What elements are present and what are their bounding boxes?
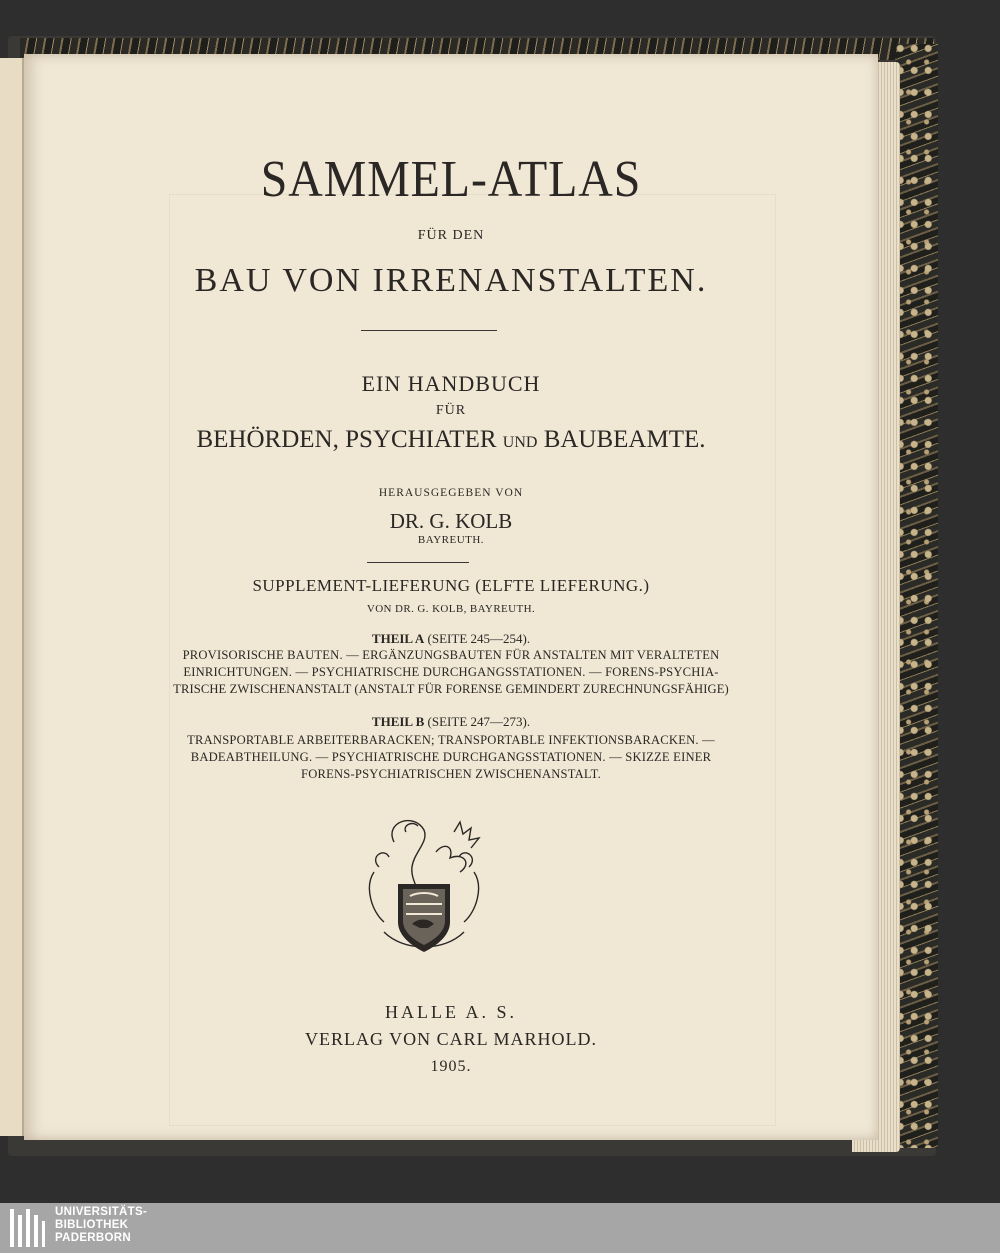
library-name-line3: PADERBORN xyxy=(55,1232,131,1244)
imprint-publisher: VERLAG VON CARL MARHOLD. xyxy=(304,1029,597,1049)
left-page-edge xyxy=(0,58,24,1136)
herausgegeben-text: HERAUSGEGEBEN VON xyxy=(378,487,524,499)
theil-a-line1: PROVISORISCHE BAUTEN. — ERGÄNZUNGSBAUTEN FÜR ANSTALTEN MIT VERALTETEN xyxy=(182,648,720,662)
theil-a-pages: (SEITE 245—254). xyxy=(427,631,531,646)
theil-a-label: THEIL A xyxy=(371,631,425,646)
main-title: SAMMEL-ATLAS xyxy=(260,151,642,208)
handbook-audience-b: BAUBEAMTE. xyxy=(543,426,706,453)
divider-rule-2 xyxy=(367,562,469,563)
theil-b-heading xyxy=(24,714,878,730)
library-logo-icon xyxy=(8,1207,46,1249)
theil-a-line3: TRISCHE ZWISCHENANSTALT (ANSTALT FÜR FORENSE GEMINDERT ZURECHNUNGSFÄHIGE) xyxy=(173,682,729,696)
handbook-und: UND xyxy=(502,434,538,451)
imprint-year: 1905. xyxy=(430,1058,472,1075)
theil-b-pages: (SEITE 247—273). xyxy=(427,714,531,729)
editor-name xyxy=(24,509,878,534)
theil-b-label: THEIL B xyxy=(371,714,425,729)
supplement-title: SUPPLEMENT-LIEFERUNG (ELFTE LIEFERUNG.) xyxy=(252,576,650,595)
editor-place: BAYREUTH. xyxy=(417,534,485,546)
subtitle: BAU VON IRRENANSTALTEN. xyxy=(194,262,708,299)
editor-fullname: G. KOLB xyxy=(429,509,513,533)
library-name-line1: UNIVERSITÄTS- xyxy=(55,1206,148,1218)
fuer-den-text: FÜR DEN xyxy=(417,228,485,243)
library-footer-bar xyxy=(0,1203,1000,1253)
cover-spine-marbling xyxy=(896,44,938,1148)
handbook-line3 xyxy=(24,426,878,454)
divider-rule xyxy=(361,330,497,331)
handbook-audience-a: BEHÖRDEN, PSYCHIATER xyxy=(196,426,497,453)
handbook-line1: EIN HANDBUCH xyxy=(361,371,541,396)
theil-a-line2: EINRICHTUNGEN. — PSYCHIATRISCHE DURCHGANGSSTATIONEN. — FORENS-PSYCHIA- xyxy=(183,665,719,679)
library-name xyxy=(55,1206,147,1245)
publisher-crest-image xyxy=(354,812,494,962)
title-page xyxy=(24,54,878,1140)
theil-b-line1: TRANSPORTABLE ARBEITERBARACKEN; TRANSPORTABLE INFEKTIONSBARACKEN. — xyxy=(187,733,715,747)
editor-title: DR. xyxy=(389,509,425,533)
handbook-line2: FÜR xyxy=(435,403,467,418)
theil-a-heading xyxy=(24,631,878,647)
theil-b-line2: BADEABTHEILUNG. — PSYCHIATRISCHE DURCHGANGSSTATIONEN. — SKIZZE EINER xyxy=(190,750,712,764)
library-name-line2: BIBLIOTHEK xyxy=(55,1219,129,1231)
theil-b-line3: FORENS-PSYCHIATRISCHEN ZWISCHENANSTALT. xyxy=(301,767,601,781)
supplement-author: VON DR. G. KOLB, BAYREUTH. xyxy=(366,603,536,615)
imprint-city: HALLE A. S. xyxy=(385,1002,517,1022)
